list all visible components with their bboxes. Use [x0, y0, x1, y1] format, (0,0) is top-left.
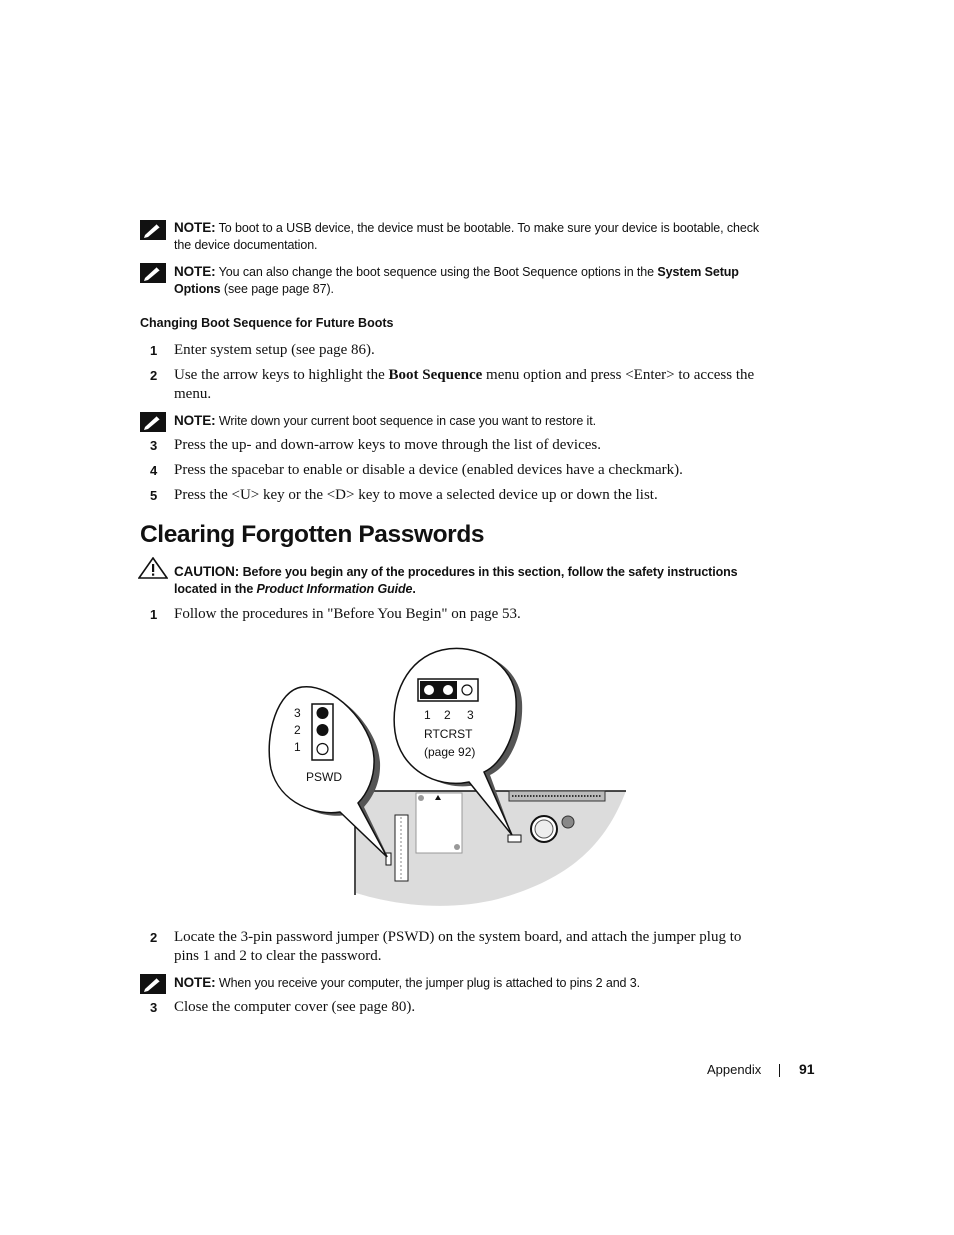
rtcrst-page-ref: (page 92): [424, 745, 476, 759]
pswd-pin-label: 3: [294, 706, 301, 720]
step-text: Locate the 3-pin password jumper (PSWD) on the system board, and attach the jumper plug to pins 1 and 2 to clear the password.: [174, 929, 742, 964]
caution-icon: [138, 557, 168, 579]
step-text-part: Use the arrow keys to highlight the: [174, 367, 389, 383]
boot-sequence-ref: Boot Sequence: [388, 367, 483, 383]
caution-label: CAUTION:: [174, 564, 240, 579]
system-setup-options-ref: System Setup Options: [174, 265, 739, 296]
pswd-pin-1: [317, 744, 328, 755]
pswd-pin-label: 2: [294, 723, 301, 737]
pswd-label: PSWD: [306, 770, 342, 784]
step-number: 2: [150, 930, 158, 945]
footer-section-label: Appendix: [707, 1062, 762, 1077]
note-icon: [140, 220, 166, 240]
rtcrst-pin-label: 3: [467, 708, 474, 722]
rtcrst-pin-label: 2: [444, 708, 451, 722]
note-icon: [140, 263, 166, 283]
note-text: You can also change the boot sequence using the Boot Sequence options in the: [218, 265, 658, 279]
note-write-down-sequence: [174, 412, 764, 430]
note-icon: [140, 974, 166, 994]
rtcrst-pin-2: [443, 685, 453, 695]
page-number: 91: [799, 1061, 815, 1077]
section-title: Clearing Forgotten Passwords: [140, 521, 485, 548]
screw: [418, 795, 424, 801]
note-text: When you receive your computer, the jumper plug is attached to pins 2 and 3.: [218, 976, 640, 990]
step-number: 2: [150, 368, 158, 383]
step-text: Press the <U> key or the <D> key to move a selected device up or down the list.: [174, 487, 658, 503]
note-boot-usb: [174, 219, 764, 254]
screw: [454, 844, 460, 850]
step-number: 3: [150, 1000, 158, 1015]
pswd-pin-2: [317, 724, 329, 736]
pswd-pin-label: 1: [294, 740, 301, 754]
note-icon: [140, 412, 166, 432]
note-label: NOTE:: [174, 413, 216, 428]
rtcrst-jumper-on-board: [508, 835, 521, 842]
step-text: Press the up- and down-arrow keys to move through the list of devices.: [174, 437, 601, 453]
footer-separator: [779, 1064, 780, 1077]
caution-text: Before you begin any of the procedures in this section, follow the safety instructions located in the: [174, 565, 738, 596]
memory-slot: [395, 815, 408, 881]
battery-inner: [535, 820, 553, 838]
rtcrst-pin-label: 1: [424, 708, 431, 722]
step-text-part: menu option and press <Enter> to access the menu.: [174, 367, 755, 402]
rtcrst-label: RTCRST: [424, 727, 473, 741]
note-label: NOTE:: [174, 264, 216, 279]
note-label: NOTE:: [174, 975, 216, 990]
rtcrst-pin-1: [424, 685, 434, 695]
step-number: 1: [150, 607, 158, 622]
note-text: To boot to a USB device, the device must be bootable. To make sure your device is bootable, check the device documentation.: [174, 221, 760, 252]
caution-safety: [174, 563, 764, 598]
note-text: Write down your current boot sequence in case you want to restore it.: [218, 414, 596, 428]
step-text: Follow the procedures in "Before You Begin" on page 53.: [174, 606, 521, 622]
step-number: 3: [150, 438, 158, 453]
subheading: Changing Boot Sequence for Future Boots: [140, 316, 394, 330]
step-number: 5: [150, 488, 158, 503]
capacitor: [562, 816, 574, 828]
step-number: 4: [150, 463, 158, 478]
product-information-guide-ref: Product Information Guide: [256, 582, 413, 596]
note-boot-sequence-options: [174, 263, 764, 298]
rtcrst-pin-3: [462, 685, 472, 695]
note-jumper-default: [174, 974, 764, 992]
step-text: Enter system setup (see page 86).: [174, 342, 375, 358]
jumper-diagram: [268, 647, 630, 909]
chip: [416, 793, 462, 853]
pswd-pin-3: [317, 707, 329, 719]
step-text: [174, 366, 764, 404]
caution-text-end: .: [412, 582, 416, 596]
note-text-end: (see page page 87).: [220, 282, 334, 296]
step-number: 1: [150, 343, 158, 358]
note-label: NOTE:: [174, 220, 216, 235]
step-text: Press the spacebar to enable or disable a device (enabled devices have a checkmark).: [174, 462, 683, 478]
step-text: Close the computer cover (see page 80).: [174, 999, 416, 1015]
